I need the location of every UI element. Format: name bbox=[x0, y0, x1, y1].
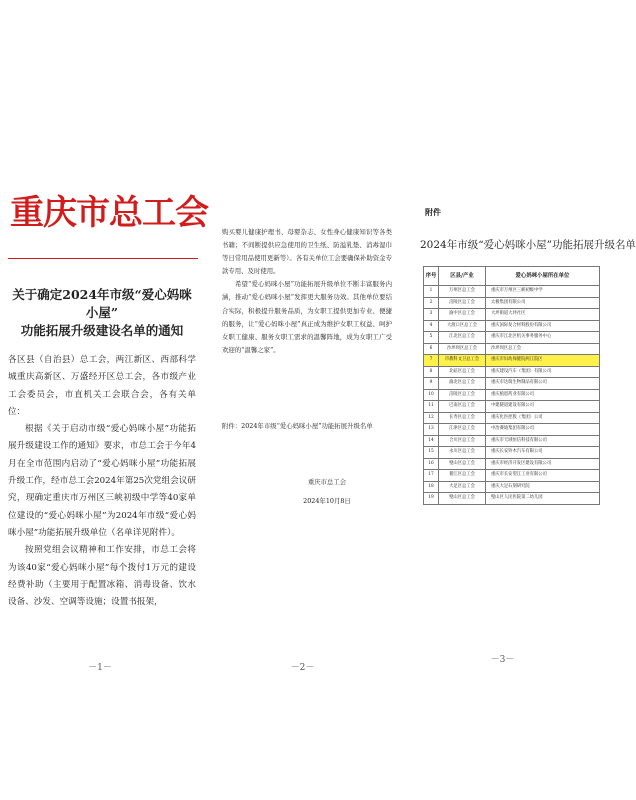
table-row bbox=[424, 424, 600, 436]
row-index: 6 bbox=[424, 343, 439, 355]
row-unit: 重庆国际复合材料股份有限公司 bbox=[486, 320, 600, 332]
table-row bbox=[424, 286, 600, 298]
notice-title-line-2: 功能拓展升级建设名单的通知 bbox=[20, 323, 184, 338]
page-number: －1－ bbox=[88, 663, 112, 673]
table-body bbox=[424, 286, 600, 505]
header-index: 序号 bbox=[424, 267, 439, 286]
row-unit: 重庆市天域恒信科技有限公司 bbox=[486, 435, 600, 447]
row-index: 10 bbox=[424, 389, 439, 401]
row-district: 沙坪坝区总工会 bbox=[439, 343, 486, 355]
row-district: 璧山区总工会 bbox=[439, 493, 486, 505]
notice-title bbox=[8, 286, 196, 340]
row-district: 江津区总工会 bbox=[439, 424, 486, 436]
row-unit: 重庆化医控股（集团）公司 bbox=[486, 412, 600, 424]
row-index: 5 bbox=[424, 332, 439, 344]
row-unit: 沙坪坝区总工会 bbox=[486, 343, 600, 355]
page-number: －3－ bbox=[490, 655, 515, 665]
list-title: 2024年市级“爱心妈咪小屋”功能拓展升级名单 bbox=[420, 239, 636, 251]
row-district: 市教科文卫总工会 bbox=[439, 355, 486, 367]
row-unit: 重庆植恩药业有限公司 bbox=[486, 389, 600, 401]
row-index: 3 bbox=[424, 309, 439, 321]
row-unit: 璧山区人民医院第二幼儿园 bbox=[486, 493, 600, 505]
row-index: 12 bbox=[424, 412, 439, 424]
table-row bbox=[424, 481, 600, 493]
row-unit: 重庆市妇幼保健院两江院区 bbox=[486, 355, 600, 367]
row-district: 渝北区总工会 bbox=[439, 378, 486, 390]
row-unit: 中冶赛迪集团有限公司 bbox=[486, 424, 600, 436]
body-paragraph: 希望“爱心妈咪小屋”功能拓展升级单位不断丰富服务内涵，推动“爱心妈咪小屋”发挥更大服务功效。其他单位要结合实际，积极提升服务品质，为女职工提供更加专业、便捷的服务，让“爱心妈咪小屋”真正成为维护女职工权益、呵护女职工健康、服务女职工需求的温馨阵地，成为女职工广受欢迎的“温馨之家”。 bbox=[222, 280, 392, 354]
table-row bbox=[424, 470, 600, 482]
table-row bbox=[424, 493, 600, 505]
header-unit: 爱心妈咪小屋所在单位 bbox=[486, 267, 600, 286]
row-district: 合川区总工会 bbox=[439, 435, 486, 447]
row-index: 7 bbox=[424, 355, 439, 367]
table-row bbox=[424, 366, 600, 378]
row-index: 8 bbox=[424, 366, 439, 378]
row-district: 綦江区总工会 bbox=[439, 470, 486, 482]
row-unit: 重庆建设汽车（集团）有限公司 bbox=[486, 366, 600, 378]
attachment-note: 附件：2024年市级“爱心妈咪小屋”功能拓展升级名单 bbox=[222, 422, 373, 430]
table-row bbox=[424, 297, 600, 309]
page-number: －2－ bbox=[290, 663, 315, 673]
signer-name: 重庆市总工会 bbox=[307, 478, 347, 486]
row-district: 大足区总工会 bbox=[439, 481, 486, 493]
row-district: 万州区总工会 bbox=[439, 286, 486, 298]
red-rule-divider bbox=[8, 258, 198, 259]
row-index: 17 bbox=[424, 470, 439, 482]
header-district: 区县/产业 bbox=[439, 267, 486, 286]
row-unit: 重庆市经济开发区建设有限公司 bbox=[486, 458, 600, 470]
row-unit: 大坪街道大坪社区 bbox=[486, 309, 600, 321]
table-row bbox=[424, 412, 600, 424]
annex-label: 附件 bbox=[425, 207, 441, 217]
row-index: 13 bbox=[424, 424, 439, 436]
addressee-paragraph: 各区县（自治县）总工会，两江新区、西部科学城重庆高新区、万盛经开区总工会，各市级产业工会委员会，市直机关工会联合会，各有关单位： bbox=[8, 355, 196, 417]
row-unit: 重庆长安铃木汽车有限公司 bbox=[486, 447, 600, 459]
table-row bbox=[424, 343, 600, 355]
row-unit: 重庆大足石刻研究院 bbox=[486, 481, 600, 493]
row-unit: 太极集团有限公司 bbox=[486, 297, 600, 309]
table-row bbox=[424, 320, 600, 332]
row-unit: 重庆市万州区三峡初级中学 bbox=[486, 286, 600, 298]
table-row bbox=[424, 389, 600, 401]
row-district: 大渡口区总工会 bbox=[439, 320, 486, 332]
masthead-title: 重庆市总工会 bbox=[10, 193, 208, 233]
row-district: 永川区总工会 bbox=[439, 447, 486, 459]
row-index: 11 bbox=[424, 401, 439, 413]
row-district: 璧山区总工会 bbox=[439, 458, 486, 470]
body-paragraph: 购买婴儿健康护理书、母婴杂志、女性身心健康知识等各类书籍；不间断提供应急使用的卫生纸、防溢乳垫、消毒湿巾等日常用品使用更新等）。各有关单位工会要确保补助资金专款专用、及时使用。 bbox=[222, 228, 392, 276]
page-2 bbox=[200, 0, 405, 800]
row-district: 巴南区总工会 bbox=[439, 401, 486, 413]
row-index: 16 bbox=[424, 458, 439, 470]
table-row bbox=[424, 332, 600, 344]
body-paragraph: 按照党组会议精神和工作安排，市总工会将为该40家“爱心妈咪小屋”每个拨付1万元的建设经费补助（主要用于配置冰箱、消毒设备、饮水设备、沙发、空调等设施；设置书报架， bbox=[8, 545, 196, 608]
unit-list-table bbox=[423, 266, 600, 505]
page-1 bbox=[0, 0, 208, 800]
row-index: 1 bbox=[424, 286, 439, 298]
table-row bbox=[424, 447, 600, 459]
body-paragraph: 根据《关于启动市级“爱心妈咪小屋”功能拓展升级建设工作的通知》要求，市总工会于今年4月在全市范围内启动了“爱心妈咪小屋”功能拓展升级工作，经市总工会2024年第25次党组会议研究，现确定重庆市万州区三峡初级中学等40家单位建设的“爱心妈咪小屋”为2024年市级“爱心妈咪小屋”功能拓展升级单位（名单详见附件）。 bbox=[8, 424, 196, 538]
row-index: 15 bbox=[424, 447, 439, 459]
table-row bbox=[424, 378, 600, 390]
table-row bbox=[424, 458, 600, 470]
row-index: 18 bbox=[424, 481, 439, 493]
continued-body bbox=[222, 226, 392, 357]
table-row bbox=[424, 309, 600, 321]
table-header-row bbox=[424, 267, 600, 286]
row-unit: 重庆市江北区机关事务服务中心 bbox=[486, 332, 600, 344]
row-index: 9 bbox=[424, 378, 439, 390]
row-unit: 中建隧道建设有限公司 bbox=[486, 401, 600, 413]
issue-date: 2024年10月8日 bbox=[303, 497, 351, 505]
table-row bbox=[424, 401, 600, 413]
notice-title-line-1: 关于确定2024年市级“爱心妈咪小屋” bbox=[12, 287, 192, 320]
row-index: 14 bbox=[424, 435, 439, 447]
row-index: 2 bbox=[424, 297, 439, 309]
row-district: 涪陵区总工会 bbox=[439, 297, 486, 309]
row-index: 4 bbox=[424, 320, 439, 332]
notice-body bbox=[8, 352, 196, 611]
row-unit: 重庆市长安望江工业有限公司 bbox=[486, 470, 600, 482]
row-district: 北碚区总工会 bbox=[439, 366, 486, 378]
row-index: 19 bbox=[424, 493, 439, 505]
row-district: 渝中区总工会 bbox=[439, 309, 486, 321]
page-3 bbox=[405, 0, 636, 800]
table-row bbox=[424, 435, 600, 447]
row-district: 江北区总工会 bbox=[439, 332, 486, 344]
row-unit: 重庆市达瑞生物制品有限公司 bbox=[486, 378, 600, 390]
row-district: 涪陵区总工会 bbox=[439, 389, 486, 401]
row-district: 长寿区总工会 bbox=[439, 412, 486, 424]
table-row bbox=[424, 355, 600, 367]
signature-block bbox=[282, 473, 372, 511]
